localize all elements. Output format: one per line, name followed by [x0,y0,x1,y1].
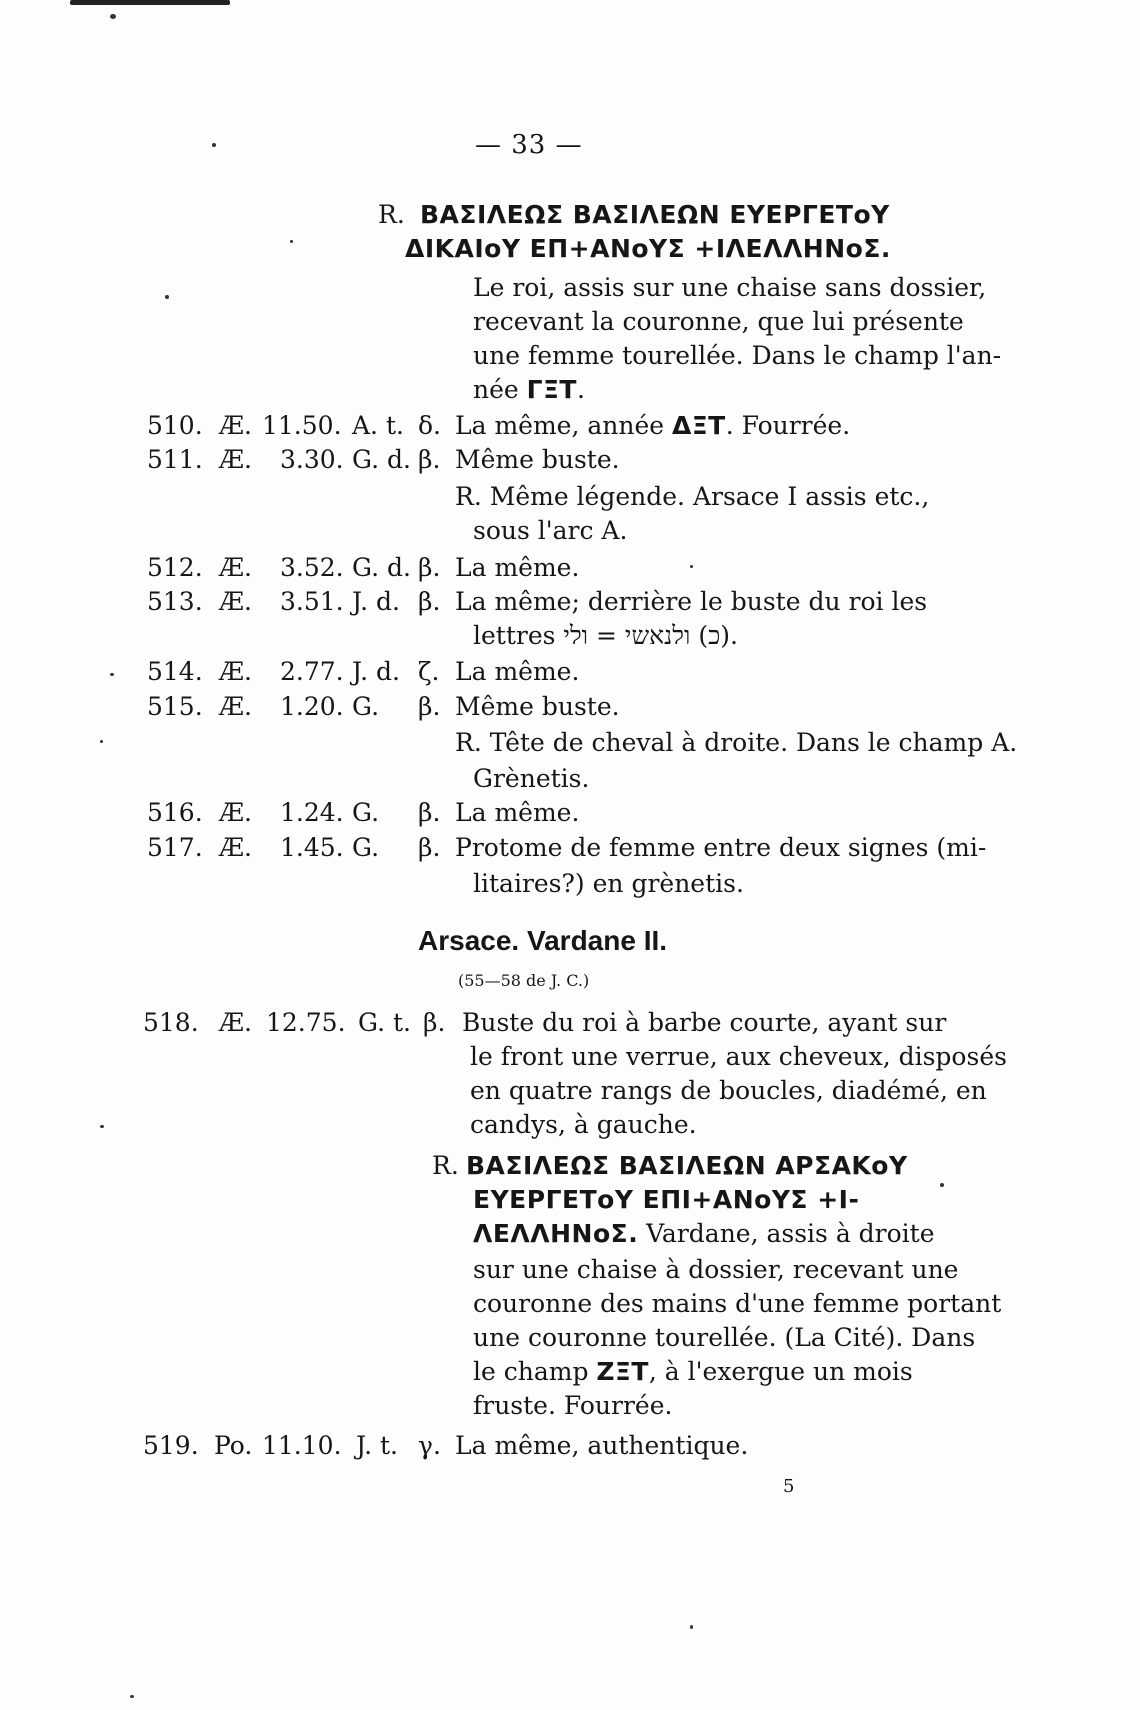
coin-weight: 12.75. [266,1008,346,1037]
section-dates: (55—58 de J. C.) [458,971,590,990]
coin-mark: J. d. [352,587,400,616]
scan-artifact [690,565,693,568]
date-greek: ΖΞΤ [596,1357,649,1386]
coin-description: La même, authentique. [455,1431,749,1460]
coin-mark: G. [352,833,380,862]
coin-continuation: litaires?) en grènetis. [473,869,744,898]
reverse-line-3: ΛΕΛΛΗΝοΣ. Vardane, assis à droite [473,1219,935,1248]
scan-artifact [100,740,103,743]
coin-description: La même; derrière le buste du roi les [455,587,928,616]
coin-obverse-line: le front une verrue, aux cheveux, disposés [470,1042,1007,1071]
coin-weight: 1.45. [280,833,344,862]
scan-artifact [130,1695,134,1698]
coin-metal: Æ. [219,553,252,582]
coin-obverse-line: candys, à gauche. [470,1110,697,1139]
coin-continuation: sous l'arc A. [473,516,628,545]
coin-mark: G. d. [352,445,411,474]
coin-grade: β. [423,1008,446,1037]
coin-grade: γ. [418,1431,441,1460]
scan-artifact [290,240,293,243]
reverse-description-line: le champ ΖΞΤ, à l'exergue un mois [473,1357,913,1386]
coin-grade: β. [418,833,441,862]
coin-metal: Æ. [219,657,252,686]
coin-metal: Æ. [219,445,252,474]
scan-artifact [110,14,116,19]
coin-grade: β. [418,553,441,582]
greek-legend-line-1: ΒΑΣΙΛΕΩΣ ΒΑΣΙΛΕΩΝ ΕΥΕΡΓΕΤοΥ [420,200,890,229]
coin-weight: 1.20. [280,692,344,721]
coin-metal: Po. [214,1431,253,1460]
coin-mark: G. [352,798,380,827]
reverse-description-line: née ΓΞΤ. [473,375,585,404]
scan-artifact [100,1125,104,1128]
coin-number: 510. [147,411,203,440]
coin-mark: J. t. [356,1431,398,1460]
coin-continuation: R. Même légende. Arsace I assis etc., [455,482,930,511]
coin-weight: 1.24. [280,798,344,827]
coin-description: Protome de femme entre deux signes (mi- [455,833,987,862]
coin-number: 518. [143,1008,199,1037]
reverse-prefix: R. [432,1151,459,1180]
coin-continuation: R. Tête de cheval à droite. Dans le champ A. [455,728,1018,757]
coin-weight: 3.30. [280,445,344,474]
reverse-description-line: couronne des mains d'une femme portant [473,1289,1002,1318]
coin-continuation: Grènetis. [473,764,590,793]
coin-grade: ζ. [418,657,440,686]
coin-weight: 11.10. [262,1431,342,1460]
date-greek: ΓΞΤ [526,375,577,404]
coin-metal: Æ. [219,587,252,616]
coin-mark: G. [352,692,380,721]
greek-legend-line-3: ΛΕΛΛΗΝοΣ. [473,1219,639,1248]
coin-weight: 3.52. [280,553,344,582]
coin-description: La même, année ΔΞΤ. Fourrée. [455,411,851,440]
coin-weight: 2.77. [280,657,344,686]
signature-mark: 5 [783,1476,795,1497]
greek-legend-line-2: ΔΙΚΑΙοΥ ΕΠ+ΑΝοΥΣ +ΙΛΕΛΛΗΝοΣ. [405,234,891,263]
coin-grade: β. [418,587,441,616]
coin-mark: G. t. [358,1008,411,1037]
greek-legend-line-2: ΕΥΕΡΓΕΤοΥ ΕΠΙ+ΑΝοΥΣ +Ι- [473,1185,860,1214]
reverse-description-line: sur une chaise à dossier, recevant une [473,1255,959,1284]
coin-weight: 11.50. [262,411,342,440]
reverse-description-line: recevant la couronne, que lui présente [473,307,964,336]
coin-metal: Æ. [219,798,252,827]
coin-continuation: lettres כ) ולנאשי = ולי). [473,621,738,650]
coin-number: 511. [147,445,203,474]
coin-number: 512. [147,553,203,582]
coin-weight: 3.51. [280,587,344,616]
coin-metal: Æ. [219,833,252,862]
coin-grade: β. [418,692,441,721]
coin-description: Même buste. [455,692,620,721]
coin-description: La même. [455,798,580,827]
scan-artifact [212,143,216,147]
coin-metal: Æ. [219,411,252,440]
coin-metal: Æ. [219,692,252,721]
page-number: — 33 — [475,130,583,160]
coin-grade: β. [418,445,441,474]
scan-artifact [940,1183,944,1187]
coin-mark: J. d. [352,657,400,686]
coin-metal: Æ. [219,1008,252,1037]
reverse-description-line: une femme tourellée. Dans le champ l'an- [473,341,1002,370]
scan-artifact [690,1625,693,1629]
greek-legend-line-1: ΒΑΣΙΛΕΩΣ ΒΑΣΙΛΕΩΝ ΑΡΣΑΚοΥ [466,1151,908,1180]
scan-artifact [110,673,114,676]
coin-description: La même. [455,657,580,686]
coin-number: 517. [147,833,203,862]
scan-artifact [165,295,169,299]
coin-number: 515. [147,692,203,721]
section-title: Arsace. Vardane II. [418,925,668,956]
date-greek: ΔΞΤ [672,411,726,440]
coin-obverse-line: en quatre rangs de boucles, diadémé, en [470,1076,987,1105]
coin-number: 516. [147,798,203,827]
coin-number: 519. [143,1431,199,1460]
reverse-prefix: R. [378,200,405,229]
coin-obverse-line: Buste du roi à barbe courte, ayant sur [462,1008,947,1037]
coin-grade: δ. [418,411,441,440]
scan-artifact [70,0,230,5]
coin-grade: β. [418,798,441,827]
coin-description: La même. [455,553,580,582]
reverse-description-line: fruste. Fourrée. [473,1391,673,1420]
coin-number: 514. [147,657,203,686]
coin-number: 513. [147,587,203,616]
coin-description: Même buste. [455,445,620,474]
reverse-description-line: Le roi, assis sur une chaise sans dossier, [473,273,987,302]
reverse-description-line: une couronne tourellée. (La Cité). Dans [473,1323,976,1352]
coin-mark: A. t. [352,411,404,440]
coin-mark: G. d. [352,553,411,582]
